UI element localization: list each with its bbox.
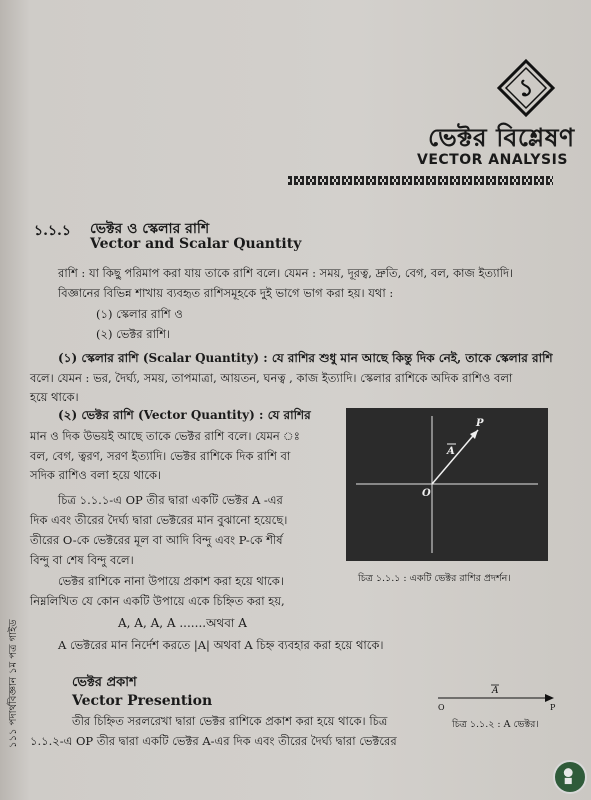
- decorative-divider: [288, 176, 553, 185]
- vector-figure: [346, 408, 548, 561]
- subsection-title: ভেক্টর প্রকাশ: [72, 675, 137, 690]
- chapter-title-english: VECTOR ANALYSIS: [417, 152, 568, 168]
- list-item: (১) স্কেলার রাশি ও: [96, 307, 183, 321]
- paragraph-line: তীরের O-কে ভেক্টরের মূল বা আদি বিন্দু এবং P-কে শীর্ষ: [30, 533, 283, 547]
- paragraph-line: তীর চিহ্নিত সরলরেখা দ্বারা ভেক্টর রাশিকে প্রকাশ করা হয়ে থাকে। চিত্র: [72, 714, 388, 728]
- section-title-english: Vector and Scalar Quantity: [90, 236, 302, 252]
- scalar-definition: (১) স্কেলার রাশি (Scalar Quantity) : যে রাশির শুধু মান আছে কিন্তু দিক নেই, তাকে স্কেলার রাশি: [58, 351, 553, 365]
- section-number: ১.১.১: [34, 223, 72, 239]
- vector-label: A: [492, 686, 499, 696]
- subsection-title-english: Vector Presention: [72, 693, 213, 709]
- paragraph-line: বল, বেগ, ত্বরণ, সরণ ইত্যাদি। ভেক্টর রাশিকে দিক রাশি বা: [30, 449, 291, 463]
- vector-label: A: [447, 446, 455, 457]
- side-margin-text: [6, 548, 22, 748]
- figure-caption: চিত্র ১.১.১ : একটি ভেক্টর রাশির প্রদর্শন।: [358, 573, 511, 584]
- origin-label: O: [438, 703, 445, 712]
- paragraph-line: মান ও দিক উভয়ই আছে তাকে ভেক্টর রাশি বলে। যেমন ঃ: [30, 429, 300, 443]
- paragraph-line: বলে। যেমন : ভর, দৈর্ঘ্য, সময়, তাপমাত্রা, আয়তন, ঘনত্ব , কাজ ইত্যাদি। স্কেলার রাশিকে অদিক রাশিও বলা: [30, 371, 513, 385]
- section-title: ভেক্টর ও স্কেলার রাশি: [90, 221, 210, 237]
- paragraph-line: ভেক্টর রাশিকে নানা উপায়ে প্রকাশ করা হয়ে থাকে।: [58, 574, 284, 588]
- paragraph-line: নিম্নলিখিত যে কোন একটি উপায়ে একে চিহ্নিত করা হয়,: [30, 594, 285, 608]
- chapter-number-badge: [496, 58, 556, 118]
- point-label-p: P: [550, 703, 556, 712]
- vector-line-figure: [432, 682, 562, 712]
- side-margin-label: ১১১ পদার্থবিজ্ঞান ১ম পত্র গাইড: [8, 619, 19, 748]
- paragraph-line: চিত্র ১.১.১-এ OP তীর দ্বারা একটি ভেক্টর A -এর: [58, 493, 283, 507]
- list-item: (২) ভেক্টর রাশি।: [96, 327, 171, 341]
- paragraph-line: বিন্দু বা শেষ বিন্দু বলে।: [30, 553, 134, 567]
- logo-icon: [553, 760, 587, 794]
- paragraph-line: রাশি : যা কিছু পরিমাপ করা যায় তাকে রাশি বলে। যেমন : সময়, দূরত্ব, দ্রুতি, বেগ, বল, কাজ ইত্যাদি।: [58, 266, 514, 280]
- paragraph-line: সদিক রাশিও বলা হয়ে থাকে।: [30, 468, 162, 482]
- paragraph-line: বিজ্ঞানের বিভিন্ন শাখায় ব্যবহৃত রাশিসমূহকে দুই ভাগে ভাগ করা হয়। যথা :: [58, 286, 394, 300]
- origin-label: O: [422, 488, 431, 499]
- magnitude-line: A ভেক্টরের মান নির্দেশ করতে |A| অথবা A চিহ্ন ব্যবহার করা হয়ে থাকে।: [58, 638, 384, 652]
- chapter-number: ১: [518, 73, 534, 102]
- paragraph-line: হয়ে থাকে।: [30, 390, 79, 404]
- arrowhead-icon: [545, 694, 554, 702]
- figure-caption: চিত্র ১.১.২ : A ভেক্টর।: [452, 719, 539, 730]
- paragraph-line: ১.১.২-এ OP তীর দ্বারা একটি ভেক্টর A-এর দিক এবং তীরের দৈর্ঘ্য দ্বারা ভেক্টরের: [30, 734, 397, 748]
- paragraph-line: দিক এবং তীরের দৈর্ঘ্য দ্বারা ভেক্টরের মান বুঝানো হয়েছে।: [30, 513, 288, 527]
- vector-notation: A, A, A, A .......অথবা A: [118, 616, 247, 630]
- chapter-title: ভেক্টর বিশ্লেষণ: [428, 123, 575, 152]
- vector-definition: (২) ভেক্টর রাশি (Vector Quantity) : যে রাশির: [58, 408, 311, 422]
- point-label-p: P: [476, 418, 484, 429]
